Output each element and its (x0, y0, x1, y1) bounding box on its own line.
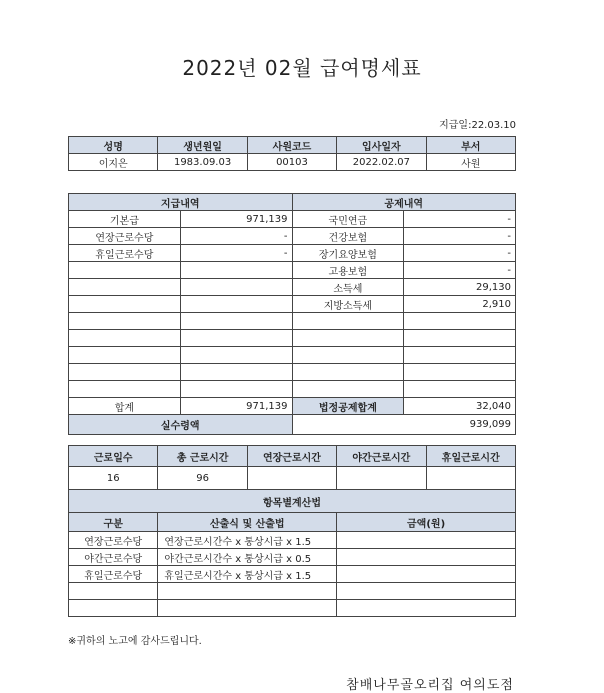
total-hours: 96 (158, 467, 247, 490)
empty-cell (69, 296, 181, 313)
deduction-value: - (404, 245, 516, 262)
table-row (69, 415, 516, 435)
empty-cell (404, 364, 516, 381)
deduction-value: - (404, 211, 516, 228)
payment-label: 기본급 (69, 211, 181, 228)
deduction-label: 장기요양보험 (292, 245, 404, 262)
empty-cell (180, 381, 292, 398)
deduction-label: 건강보험 (292, 228, 404, 245)
empty-cell (158, 583, 337, 600)
payment-value: - (180, 245, 292, 262)
empty-cell (404, 313, 516, 330)
empty-cell (404, 381, 516, 398)
table-row (69, 513, 516, 532)
empty-cell (292, 381, 404, 398)
calc-amount (337, 549, 516, 566)
empty-cell (337, 600, 516, 617)
thanks-note: ※귀하의 노고에 감사드립니다. (68, 636, 202, 647)
birth-date: 1983.09.03 (158, 154, 247, 171)
header-cell: 휴일근로시간 (426, 446, 515, 467)
hire-date: 2022.02.07 (337, 154, 426, 171)
empty-cell (180, 330, 292, 347)
pay-deduction-table (68, 193, 516, 435)
header-cell: 총 근로시간 (158, 446, 247, 467)
payments-header: 지급내역 (69, 194, 293, 211)
payment-total-value: 971,139 (180, 398, 292, 415)
deduction-value: 29,130 (404, 279, 516, 296)
payment-value: - (180, 228, 292, 245)
table-row (69, 245, 516, 262)
empty-cell (158, 600, 337, 617)
header-cell: 입사일자 (337, 137, 426, 154)
empty-cell (69, 313, 181, 330)
deductions-header: 공제내역 (292, 194, 516, 211)
table-row (69, 330, 516, 347)
table-row (69, 566, 516, 583)
empty-cell (69, 583, 158, 600)
deduction-label: 국민연금 (292, 211, 404, 228)
empty-cell (69, 347, 181, 364)
header-cell: 사원코드 (247, 137, 336, 154)
calc-amount (337, 566, 516, 583)
payment-label: 휴일근로수당 (69, 245, 181, 262)
company-name: 참배나무골오리집 여의도점 (346, 678, 514, 693)
empty-cell (180, 313, 292, 330)
table-row (69, 211, 516, 228)
empty-cell (69, 262, 181, 279)
empty-cell (180, 296, 292, 313)
deduction-label: 고용보험 (292, 262, 404, 279)
empty-cell (69, 364, 181, 381)
header-cell: 생년원일 (158, 137, 247, 154)
table-row (69, 583, 516, 600)
table-row (69, 194, 516, 211)
payment-value: 971,139 (180, 211, 292, 228)
empty-cell (292, 347, 404, 364)
calc-label: 연장근로수당 (69, 532, 158, 549)
empty-cell (180, 364, 292, 381)
calc-formula: 연장근로시간수 x 통상시급 x 1.5 (158, 532, 337, 549)
header-cell: 부서 (426, 137, 515, 154)
pay-date: 지급일:22.03.10 (439, 120, 516, 131)
table-row (69, 262, 516, 279)
calc-section-title: 항목별계산법 (69, 490, 516, 513)
net-pay-value: 939,099 (292, 415, 516, 435)
calc-amount (337, 532, 516, 549)
deduction-label: 소득세 (292, 279, 404, 296)
table-row (69, 381, 516, 398)
work-hours-table (68, 445, 516, 617)
employee-code: 00103 (247, 154, 336, 171)
deduction-total-label: 법정공제합계 (292, 398, 404, 415)
calc-header-amount: 금액(원) (337, 513, 516, 532)
table-row (69, 347, 516, 364)
table-row (69, 467, 516, 490)
empty-cell (69, 600, 158, 617)
empty-cell (180, 279, 292, 296)
calc-header-formula: 산출식 및 산출법 (158, 513, 337, 532)
table-row (69, 364, 516, 381)
deduction-label: 지방소득세 (292, 296, 404, 313)
employee-info-table (68, 136, 516, 171)
empty-cell (69, 330, 181, 347)
empty-cell (404, 330, 516, 347)
empty-cell (292, 364, 404, 381)
empty-cell (337, 583, 516, 600)
empty-cell (69, 279, 181, 296)
table-row (69, 600, 516, 617)
table-row (69, 490, 516, 513)
page-title: 2022년 02월 급여명세표 (182, 56, 422, 80)
table-row (69, 446, 516, 467)
empty-cell (180, 347, 292, 364)
table-row (69, 296, 516, 313)
overtime-hours (247, 467, 336, 490)
table-row (69, 549, 516, 566)
header-cell: 근로일수 (69, 446, 158, 467)
deduction-total-value: 32,040 (404, 398, 516, 415)
empty-cell (180, 262, 292, 279)
empty-cell (292, 313, 404, 330)
table-row (69, 228, 516, 245)
holiday-hours (426, 467, 515, 490)
table-row (69, 279, 516, 296)
calc-formula: 야간근로시간수 x 통상시급 x 0.5 (158, 549, 337, 566)
table-row (69, 532, 516, 549)
header-cell: 성명 (69, 137, 158, 154)
deduction-value: - (404, 262, 516, 279)
header-cell: 야간근로시간 (337, 446, 426, 467)
payment-label: 연장근로수당 (69, 228, 181, 245)
table-row (69, 398, 516, 415)
payment-total-label: 합계 (69, 398, 181, 415)
night-hours (337, 467, 426, 490)
employee-name: 이지은 (69, 154, 158, 171)
header-cell: 연장근로시간 (247, 446, 336, 467)
table-row (69, 313, 516, 330)
net-pay-label: 실수령액 (69, 415, 293, 435)
calc-formula: 휴일근로시간수 x 통상시급 x 1.5 (158, 566, 337, 583)
calc-header-category: 구분 (69, 513, 158, 532)
department: 사원 (426, 154, 515, 171)
empty-cell (69, 381, 181, 398)
table-row (69, 154, 516, 171)
work-days: 16 (69, 467, 158, 490)
deduction-value: - (404, 228, 516, 245)
deduction-value: 2,910 (404, 296, 516, 313)
calc-label: 야간근로수당 (69, 549, 158, 566)
calc-label: 휴일근로수당 (69, 566, 158, 583)
table-row (69, 137, 516, 154)
empty-cell (292, 330, 404, 347)
empty-cell (404, 347, 516, 364)
